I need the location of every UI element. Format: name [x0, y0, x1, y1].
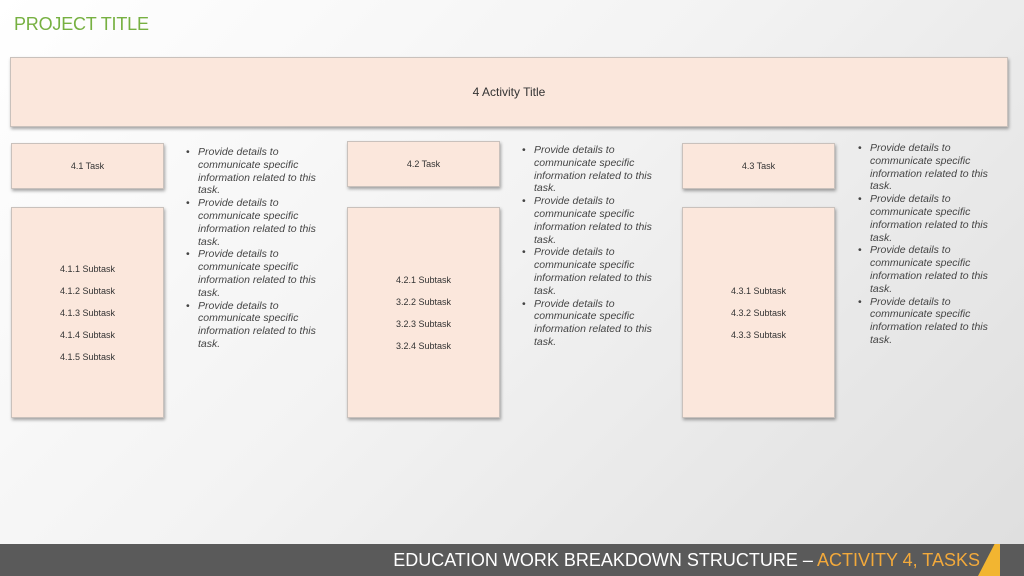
- task-box-4-2: [347, 141, 500, 187]
- subtask-item: 3.2.4 Subtask: [395, 340, 452, 351]
- task-box-4-1: [11, 143, 164, 189]
- task-label: 4.1 Task: [70, 161, 105, 171]
- subtask-item: 4.3.2 Subtask: [730, 307, 787, 318]
- detail-bullet: • Provide details to communicate specific information related to this task.: [184, 146, 334, 197]
- subtask-item: 4.1.2 Subtask: [59, 285, 116, 296]
- subtask-box-4-1: [11, 207, 164, 418]
- subtask-item: 4.1.4 Subtask: [59, 329, 116, 340]
- detail-bullet: • Provide details to communicate specific information related to this task.: [856, 244, 1006, 295]
- task-box-4-3: [682, 143, 835, 189]
- subtask-box-4-3: [682, 207, 835, 418]
- footer-title-highlight: ACTIVITY 4, TASKS: [816, 550, 980, 570]
- detail-bullet: • Provide details to communicate specific information related to this task.: [520, 246, 670, 297]
- activity-title-box: [10, 57, 1008, 127]
- detail-bullet: • Provide details to communicate specific information related to this task.: [856, 142, 1006, 193]
- subtask-item: 4.3.1 Subtask: [730, 285, 787, 296]
- detail-bullet: • Provide details to communicate specific information related to this task.: [184, 300, 334, 351]
- detail-bullet: • Provide details to communicate specific information related to this task.: [856, 193, 1006, 244]
- subtask-item: 4.1.5 Subtask: [59, 351, 116, 362]
- subtask-item: 3.2.3 Subtask: [395, 318, 452, 329]
- project-title: PROJECT TITLE: [14, 14, 149, 34]
- detail-bullet: • Provide details to communicate specific information related to this task.: [184, 197, 334, 248]
- detail-bullet: • Provide details to communicate specific information related to this task.: [856, 296, 1006, 347]
- detail-bullet: • Provide details to communicate specific information related to this task.: [184, 248, 334, 299]
- subtask-box-4-2: [347, 207, 500, 418]
- subtask-item: 4.1.1 Subtask: [59, 263, 116, 274]
- subtask-item: 4.3.3 Subtask: [730, 329, 787, 340]
- footer-accent-edge: [1000, 544, 1024, 576]
- detail-bullet: • Provide details to communicate specific information related to this task.: [520, 298, 670, 349]
- task-details-4-1: [184, 146, 334, 351]
- task-label: 4.3 Task: [741, 161, 776, 171]
- subtask-item: 4.1.3 Subtask: [59, 307, 116, 318]
- subtask-item: 4.2.1 Subtask: [395, 274, 452, 285]
- task-details-4-2: [520, 144, 670, 349]
- detail-bullet: • Provide details to communicate specific information related to this task.: [520, 144, 670, 195]
- subtask-item: 3.2.2 Subtask: [395, 296, 452, 307]
- task-details-4-3: [856, 142, 1006, 347]
- footer-bar: [0, 544, 1024, 576]
- detail-bullet: • Provide details to communicate specific information related to this task.: [520, 195, 670, 246]
- footer-title-main: EDUCATION WORK BREAKDOWN STRUCTURE –: [393, 550, 813, 570]
- activity-title: 4 Activity Title: [472, 85, 546, 99]
- footer-title: [393, 550, 980, 571]
- task-label: 4.2 Task: [406, 159, 441, 169]
